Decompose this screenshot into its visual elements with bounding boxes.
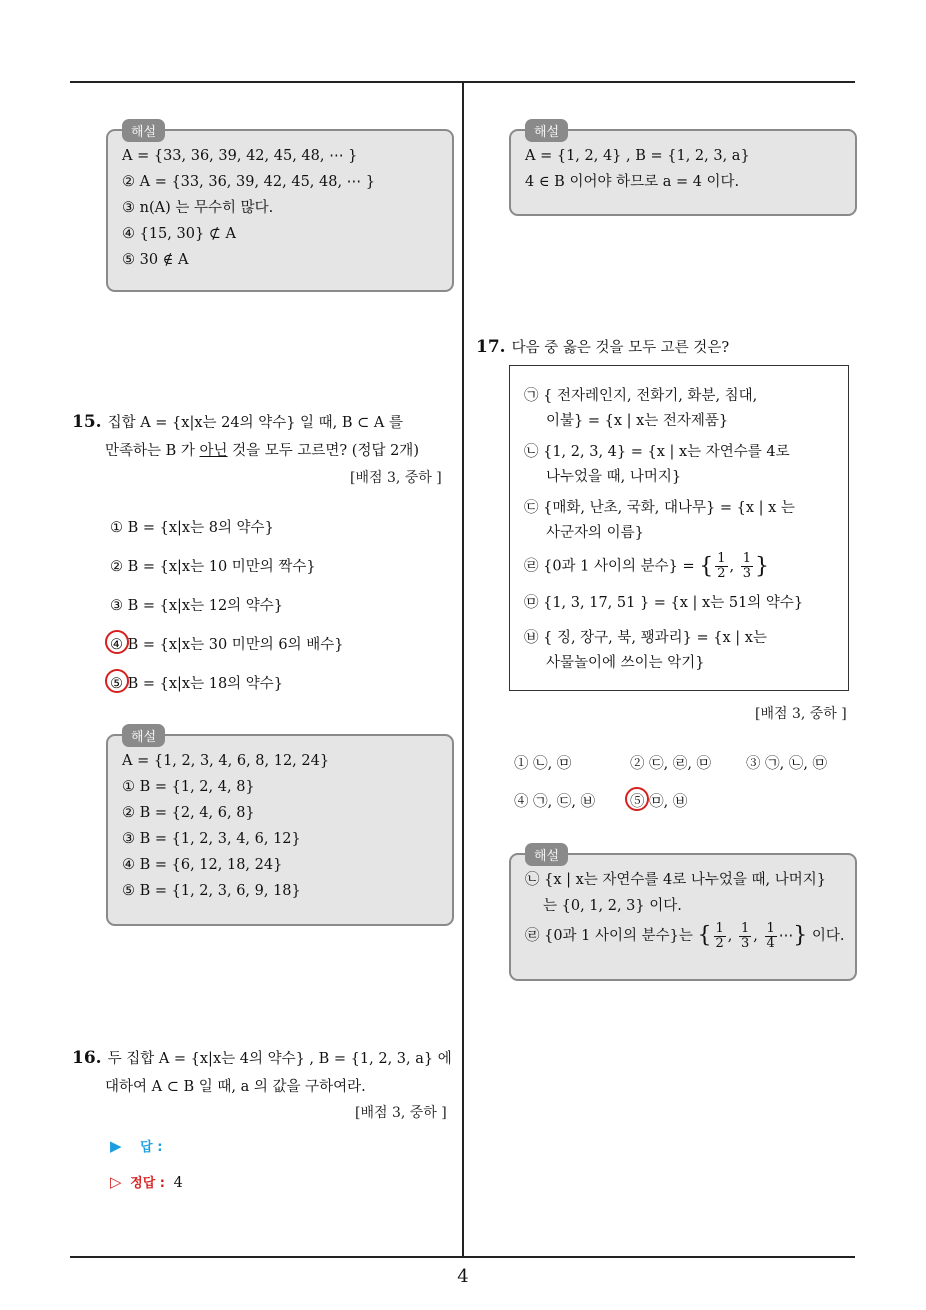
answer-circle-mark (105, 630, 129, 654)
points-label: [배점 3, 중하 ] (355, 1105, 447, 1121)
choice-4[interactable]: ④ ㉠, ㉢, ㉥ (514, 794, 596, 810)
fraction: $\frac{1}{3}$ (741, 920, 750, 951)
question-17 (476, 333, 856, 362)
bogi-item-5: ㉤ {1, 3, 17, 51 } = {x | x는 51의 약수} (524, 595, 804, 611)
bogi-item-1 (524, 384, 836, 434)
choice-1[interactable]: ① ㉡, ㉤ (514, 756, 572, 772)
question-number: 15. (72, 412, 102, 432)
solution-line: 4 ∈ B 이어야 하므로 a = 4 이다. (525, 174, 740, 190)
bogi-line: ㉥ { 징, 장구, 북, 꽹과리} = {x | x는 (524, 630, 767, 646)
bogi-item-6 (524, 626, 836, 676)
answer-circle-mark (625, 787, 649, 811)
bottom-rule (70, 1256, 855, 1258)
solution-tag: 해설 (122, 119, 165, 142)
solution-line: ⑤ 30 ∉ A (122, 252, 189, 268)
solution-box-17 (509, 849, 857, 981)
bogi-line: 사군자의 이름} (546, 525, 644, 541)
choice-5[interactable]: ⑤ B = {x|x는 18의 약수} (110, 676, 284, 692)
bogi-item-2 (524, 440, 836, 490)
solution-line: ② B = {2, 4, 6, 8} (122, 805, 255, 821)
solution-line: ① B = {1, 2, 4, 8} (122, 779, 255, 795)
question-text: 다음 중 옳은 것을 모두 고른 것은? (511, 340, 730, 356)
solution-line: ㉡ {x | x는 자연수를 4로 나누었을 때, 나머지} (525, 872, 826, 888)
solution-box-16 (509, 125, 857, 216)
bogi-line: 이불} = {x | x는 전자제품} (546, 413, 729, 429)
correct-answer-label: 정답 : (130, 1176, 165, 1191)
bogi-box (509, 365, 849, 691)
bogi-item-4: ㉣ {0과 1 사이의 분수} = { $\frac{1}{2}$ , $\frac{1}{3}$ } (524, 551, 770, 581)
choice-2[interactable]: ② B = {x|x는 10 미만의 짝수} (110, 559, 316, 575)
fraction: $\frac{1}{3}$ (742, 551, 752, 581)
bogi-line: 나누었을 때, 나머지} (546, 469, 682, 485)
question-16 (72, 1044, 457, 1101)
play-arrow-icon: ▶ (110, 1137, 122, 1155)
page-number: 4 (457, 1266, 469, 1287)
solution-line: ④ B = {6, 12, 18, 24} (122, 857, 283, 873)
bogi-line: ㉢ {매화, 난초, 국화, 대나무} = {x | x 는 (524, 500, 795, 516)
answer-circle-mark (105, 669, 129, 693)
solution-line: ② A = {33, 36, 39, 42, 45, 48, ⋯ } (122, 174, 376, 190)
choice-5[interactable]: ⑤ ㉤, ㉥ (630, 794, 688, 810)
solution-line: ③ n(A) 는 무수히 많다. (122, 200, 274, 216)
choice-1[interactable]: ① B = {x|x는 8의 약수} (110, 520, 274, 536)
points-label: [배점 3, 중하 ] (350, 470, 442, 486)
points-label: [배점 3, 중하 ] (755, 706, 847, 722)
solution-line: 는 {0, 1, 2, 3} 이다. (543, 898, 682, 914)
fraction: $\frac{1}{2}$ (715, 920, 724, 951)
question-text: 집합 A = {x|x는 24의 약수} 일 때, B ⊂ A 를 (107, 415, 403, 431)
solution-tag: 해설 (122, 724, 165, 747)
answer-label: 답 : (140, 1140, 163, 1155)
bogi-line: ㉠ { 전자레인지, 전화기, 화분, 침대, (524, 388, 758, 404)
column-divider (462, 82, 464, 1257)
solution-tag: 해설 (525, 119, 568, 142)
bogi-line: ㉣ {0과 1 사이의 분수} = (524, 558, 695, 575)
solution-tag: 해설 (525, 843, 568, 866)
solution-text: ㉣ {0과 1 사이의 분수}는 (525, 928, 693, 944)
solution-line: ㉣ {0과 1 사이의 분수}는 { $\frac{1}{2}$ , $\frac{1}{3}$ , $\frac{1}{4}$ ⋯} 이다. (525, 920, 845, 951)
answer-input-row[interactable] (110, 1136, 162, 1155)
choice-3[interactable]: ③ ㉠, ㉡, ㉤ (746, 756, 828, 772)
solution-text: 이다. (811, 928, 845, 944)
choice-2[interactable]: ② ㉢, ㉣, ㉤ (630, 756, 712, 772)
question-15 (72, 408, 457, 465)
choice-3[interactable]: ③ B = {x|x는 12의 약수} (110, 598, 284, 614)
solution-box-14 (106, 125, 454, 292)
bogi-item-3 (524, 496, 836, 546)
choice-4[interactable]: ④ B = {x|x는 30 미만의 6의 배수} (110, 637, 344, 653)
fraction: $\frac{1}{2}$ (717, 551, 726, 581)
solution-line: A = {1, 2, 4} , B = {1, 2, 3, a} (525, 148, 750, 164)
solution-line: A = {1, 2, 3, 4, 6, 8, 12, 24} (122, 753, 330, 769)
question-number: 16. (72, 1048, 102, 1068)
question-text: 대하여 A ⊂ B 일 때, a 의 값을 구하여라. (105, 1079, 366, 1095)
question-text: 만족하는 B 가 (105, 443, 200, 459)
solution-line: ④ {15, 30} ⊄ A (122, 226, 237, 242)
correct-answer-value: 4 (173, 1175, 183, 1191)
question-number: 17. (476, 337, 506, 357)
fraction: $\frac{1}{4}$ (766, 920, 775, 951)
outline-arrow-icon: ▷ (110, 1173, 122, 1191)
solution-line: ③ B = {1, 2, 3, 4, 6, 12} (122, 831, 301, 847)
question-text: 것을 모두 고르면? (정답 2개) (227, 443, 419, 459)
solution-box-15 (106, 730, 454, 926)
correct-answer-row (110, 1172, 183, 1191)
underlined-word: 아닌 (199, 443, 228, 459)
solution-line: ⑤ B = {1, 2, 3, 6, 9, 18} (122, 883, 301, 899)
solution-line: A = {33, 36, 39, 42, 45, 48, ⋯ } (122, 148, 358, 164)
bogi-line: ㉡ {1, 2, 3, 4} = {x | x는 자연수를 4로 (524, 444, 790, 460)
question-text: 두 집합 A = {x|x는 4의 약수} , B = {1, 2, 3, a} 에 (107, 1051, 452, 1067)
bogi-line: 사물놀이에 쓰이는 악기} (546, 655, 705, 671)
